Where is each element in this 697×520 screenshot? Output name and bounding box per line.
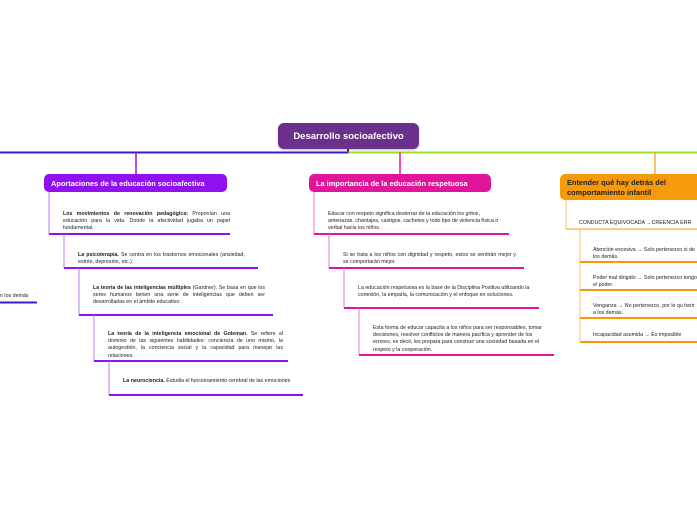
left-fragment-topic[interactable] <box>0 293 37 300</box>
topic-bold: Los movimientos de renovación pedagógica: <box>63 211 189 217</box>
root-topic[interactable]: Desarrollo socioafectivo <box>278 123 419 149</box>
topic-poder-mal-dirigido[interactable] <box>593 275 697 289</box>
topic-text: CONDUCTA EQUIVOCADA →CREENCIA ERR <box>579 220 692 226</box>
topic-text: Educar con respeto significa desterrar de la educación los gritos, amenazas, chantajes, castigos, cachetes y todo tipo de violencia física o verbal hacia los niños. <box>328 211 499 232</box>
topic-text: Proponían una educación para la vida. Donde la afectividad jugaba un papel fundamental. <box>63 211 230 232</box>
topic-venganza[interactable] <box>593 303 697 317</box>
topic-neurociencia[interactable] <box>123 378 293 385</box>
branch-aportaciones-title: Aportaciones de la educación socioafectiva <box>51 178 205 188</box>
topic-text: Poder mal dirigido → Solo pertenezco tengo el poder. <box>593 275 697 289</box>
topic-capacita-ninos[interactable] <box>373 325 549 354</box>
topic-text: Venganza → No pertenezco, por lo qu herir a los demás. <box>593 303 695 317</box>
topic-atencion-excesiva[interactable] <box>593 247 697 261</box>
topic-text: Atención excesiva → Solo pertenezco si de los demás. <box>593 247 695 261</box>
branch-comportamiento-infantil[interactable] <box>560 174 697 200</box>
branch-educacion-respetuosa[interactable] <box>309 174 491 192</box>
topic-psicoterapia[interactable] <box>78 252 245 266</box>
branch-comportamiento-infantil-title: Entender qué hay detrás del comportamiento infantil <box>567 178 666 197</box>
topic-text: (Gardner). Se basa en que los seres humanos tienen una serie de inteligencias que deben ser desarrolladas en el ámbito educativo. <box>93 285 265 306</box>
topic-renovacion-pedagogica[interactable] <box>63 211 230 233</box>
topic-dignidad-respeto[interactable] <box>343 252 516 266</box>
left-fragment-text: n los demás <box>0 293 29 299</box>
topic-text: Incapacidad asumida → Es imposible <box>593 332 682 338</box>
topic-bold: La teoría de la inteligencia emocional de Goleman. <box>108 331 248 337</box>
topic-text: Esta forma de educar capacita a los niños para ser responsables, tomar decisiones, resolver conflictos de manera pacífica y aprender de los errores, es decir, les prepara para construir una sociedad basada en el respeto y la cooperación. <box>373 325 543 353</box>
topic-educar-con-respeto[interactable] <box>328 211 504 233</box>
topic-conducta-creencia[interactable] <box>579 220 697 227</box>
topic-inteligencia-emocional[interactable] <box>108 331 283 360</box>
topic-text: Se refiere al dominio de las siguientes habilidades: conciencia de uno mismo, la autogestión, la conciencia social y la capacidad para manejar las relaciones. <box>108 331 283 359</box>
topic-inteligencias-multiples[interactable] <box>93 285 265 307</box>
topic-text: La educación respetuosa es la base de la Disciplina Positiva utilizando la conexión, la empatía, la comunicación y el enfoque en soluciones. <box>358 285 530 299</box>
topic-incapacidad-asumida[interactable] <box>593 332 697 339</box>
topic-bold: La teoría de las inteligencias múltiples <box>93 285 191 291</box>
branch-educacion-respetuosa-title: La importancia de la educación respetuosa <box>316 178 468 188</box>
branch-aportaciones[interactable] <box>44 174 227 192</box>
topic-disciplina-positiva[interactable] <box>358 285 530 299</box>
topic-text: Se centra en los trastornos emocionales (ansiedad, estrés, depresión, etc.) <box>78 252 245 266</box>
topic-bold: La neurociencia. <box>123 378 165 384</box>
topic-text: Estudia el funcionamiento cerebral de las emociones <box>164 378 291 384</box>
topic-bold: La psicoterapia. <box>78 252 119 258</box>
topic-text: Si se trata a los niños con dignidad y respeto, estos se sentirán mejor y se comportarán mejor. <box>343 252 516 266</box>
